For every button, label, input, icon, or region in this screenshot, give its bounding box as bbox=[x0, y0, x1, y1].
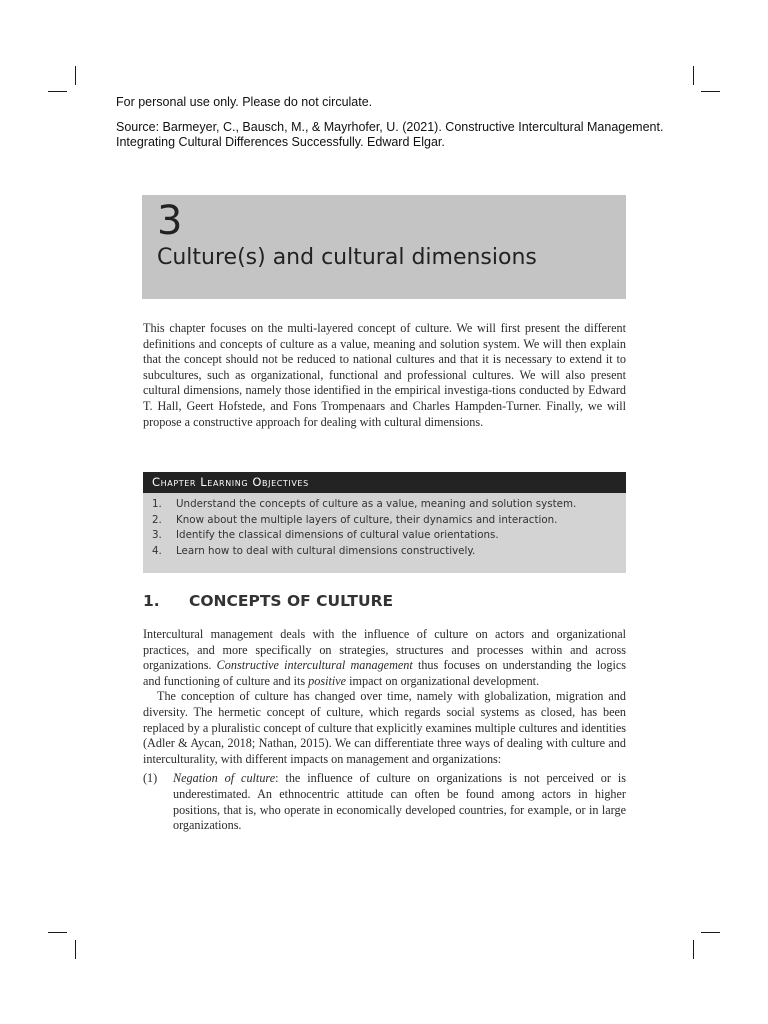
source-citation-line1: Source: Barmeyer, C., Bausch, M., & Mayrhofer, U. (2021). Constructive Intercultural Management. bbox=[116, 120, 664, 134]
crop-mark bbox=[693, 940, 694, 959]
body-paragraph bbox=[143, 627, 626, 689]
crop-mark bbox=[701, 91, 720, 92]
crop-mark bbox=[75, 940, 76, 959]
learning-objectives-box bbox=[143, 472, 626, 573]
section-title: CONCEPTS OF CULTURE bbox=[189, 592, 394, 610]
emphasis-text: Constructive intercultural management bbox=[216, 658, 413, 673]
chapter-title-box bbox=[142, 195, 626, 299]
crop-mark bbox=[75, 66, 76, 85]
objective-item bbox=[143, 544, 626, 560]
crop-mark bbox=[48, 932, 67, 933]
objective-item bbox=[143, 497, 626, 513]
crop-mark bbox=[701, 932, 720, 933]
chapter-number: 3 bbox=[157, 198, 183, 244]
objective-text: Identify the classical dimensions of cultural value orientations. bbox=[176, 529, 499, 542]
chapter-intro: This chapter focuses on the multi-layered concept of culture. We will first present the different definitions and concepts of culture as a value, meaning and solution system. We will then explain that the concept should not be reduced to national cultures and that it is necessary to extend it to subcultures, such as organizational, functional and professional cultures. We will also present cultural dimensions, namely those identified in the empirical investiga-tions conducted by Edward T. Hall, Geert Hofstede, and Fons Trompenaars and Charles Hampden-Turner. Finally, we will propose a constructive approach for dealing with cultural dimensions. bbox=[143, 321, 626, 429]
chapter-title: Culture(s) and cultural dimensions bbox=[157, 245, 537, 270]
objective-item bbox=[143, 528, 626, 544]
section-number: 1. bbox=[143, 592, 160, 610]
crop-mark bbox=[48, 91, 67, 92]
paragraph-text: Intercultural management deals with the influence of culture on actors and organizational practices, and more specifically on strategies, structures and processes within and across organizations. bbox=[143, 627, 626, 673]
source-citation-line2: Integrating Cultural Differences Successfully. Edward Elgar. bbox=[116, 135, 445, 149]
personal-use-notice: For personal use only. Please do not circulate. bbox=[116, 95, 373, 109]
objective-number: 2. bbox=[152, 513, 162, 526]
paragraph-text: : the influence of culture on organizations is not perceived or is underestimated. An ethnocentric attitude can often be found among actors in higher positions, that is, who operate in economically developed countries, for example, or in large organizations. bbox=[173, 771, 626, 833]
objective-text: Learn how to deal with cultural dimensions constructively. bbox=[176, 544, 476, 557]
emphasis-text: positive bbox=[308, 673, 347, 688]
learning-objectives-header: Chapter Learning Objectives bbox=[143, 472, 626, 493]
list-item-number: (1) bbox=[143, 771, 158, 786]
learning-objectives-list bbox=[143, 497, 626, 559]
section-body bbox=[143, 627, 626, 834]
emphasis-text: Negation of culture bbox=[173, 771, 276, 786]
objective-number: 4. bbox=[152, 544, 162, 557]
objective-text: Know about the multiple layers of culture, their dynamics and interaction. bbox=[176, 513, 558, 526]
objective-number: 1. bbox=[152, 498, 162, 510]
body-paragraph: The conception of culture has changed over time, namely with globalization, migration and diversity. The hermetic concept of culture, which regards social systems as closed, has been replaced by a pluralistic concept of culture that explicitly examines multiple cultures and identities (Adler & Aycan, 2018; Nathan, 2015). We can differentiate three ways of dealing with culture and interculturality, with different impacts on management and organizations: bbox=[143, 689, 626, 766]
crop-mark bbox=[693, 66, 694, 85]
usage-notice bbox=[116, 95, 716, 150]
section-heading bbox=[143, 592, 393, 610]
paragraph-text: impact on organizational development. bbox=[346, 673, 540, 688]
objective-text: Understand the concepts of culture as a value, meaning and solution system. bbox=[176, 498, 577, 510]
numbered-list-item bbox=[143, 771, 626, 833]
paragraph-text: thus focuses on understanding the logics and functioning of culture and its bbox=[143, 658, 626, 688]
list-item-text bbox=[173, 771, 626, 833]
objective-number: 3. bbox=[152, 529, 162, 542]
objective-item bbox=[143, 513, 626, 529]
